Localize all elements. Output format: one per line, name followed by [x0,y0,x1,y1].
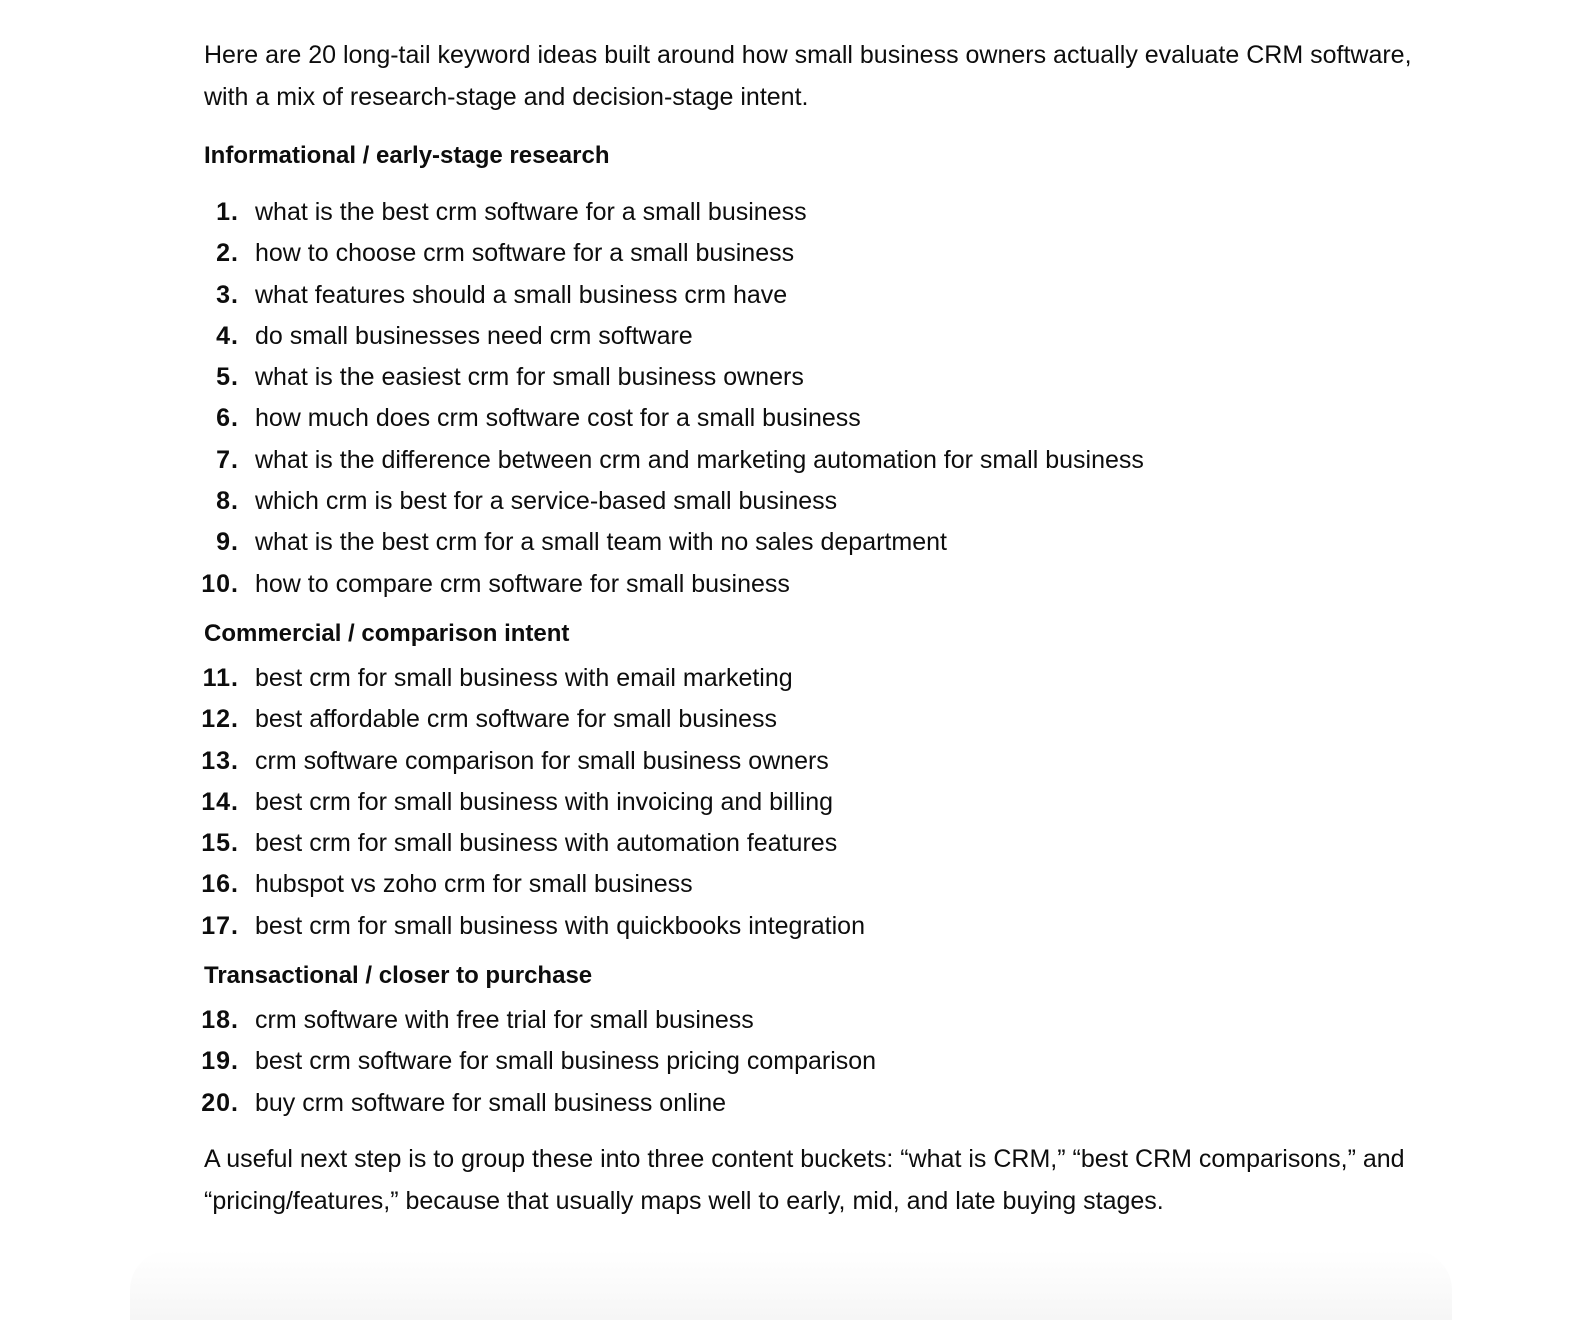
list-item [204,658,1424,699]
list-item [204,398,1424,439]
list-item [201,1083,1424,1124]
list-item [204,481,1424,522]
list-item [204,522,1424,563]
list-item-text: how to compare crm software for small business [255,569,790,598]
list-item [201,864,1424,905]
list-number: 4. [216,321,239,350]
list-item [204,440,1424,481]
list-item [201,906,1424,947]
list-item-text: what features should a small business crm have [255,280,788,309]
list-item [201,823,1424,864]
list-item [201,1000,1424,1041]
list-item-text: best crm for small business with email marketing [255,663,793,692]
keyword-list-informational [201,192,1424,605]
section-heading-commercial: Commercial / comparison intent [204,619,570,647]
list-number: 11. [202,663,239,692]
list-item-text: best crm for small business with automation features [255,829,838,858]
list-item-text: hubspot vs zoho crm for small business [255,870,693,899]
list-item [204,357,1424,398]
list-item-text: crm software with free trial for small business [255,1006,754,1035]
composer-fade [130,1250,1452,1320]
list-number: 16. [201,870,239,899]
list-item [204,192,1424,233]
list-item-text: how to choose crm software for a small business [255,239,795,268]
list-number: 1. [216,198,239,226]
list-number: 3. [216,280,239,309]
list-number: 6. [216,404,239,433]
list-number: 14. [201,787,239,816]
list-item-text: best crm for small business with quickbooks integration [255,911,865,940]
list-item [204,275,1424,316]
list-item-text: best crm software for small business pricing comparison [255,1047,877,1076]
list-item-text: which crm is best for a service-based small business [255,487,838,516]
list-item-text: what is the difference between crm and marketing automation for small business [255,445,1144,474]
list-number: 17. [201,911,239,940]
list-item [201,699,1424,740]
list-item [201,564,1424,605]
list-item [204,233,1424,274]
keyword-list-transactional [201,1000,1424,1124]
list-number: 19. [201,1047,239,1076]
list-number: 12. [201,705,239,734]
list-item [201,1041,1424,1082]
intro-paragraph: Here are 20 long-tail keyword ideas built around how small business owners actually evaluate CRM software, with a mix of research-stage and decision-stage intent. [204,41,1412,111]
section-heading-informational: Informational / early-stage research [204,142,610,169]
list-number: 2. [216,239,239,268]
list-item [204,316,1424,357]
list-number: 10. [201,569,239,598]
list-item-text: best affordable crm software for small business [255,705,777,734]
list-item-text: what is the best crm for a small team with no sales department [255,528,947,557]
list-item [201,741,1424,782]
assistant-message [201,34,1424,1222]
list-number: 20. [201,1088,239,1117]
list-item-text: do small businesses need crm software [255,321,693,350]
closing-paragraph: A useful next step is to group these into three content buckets: “what is CRM,” “best CRM comparisons,” and “pricing/features,” because that usually maps well to early, mid, and late buying stages. [204,1144,1405,1215]
list-number: 13. [201,746,239,775]
list-item-text: buy crm software for small business online [255,1088,727,1117]
keyword-list-commercial [201,658,1424,947]
list-item-text: what is the best crm software for a small business [255,198,807,226]
list-item-text: what is the easiest crm for small business owners [255,363,804,392]
list-number: 9. [216,528,239,557]
list-number: 18. [201,1006,239,1035]
list-number: 7. [216,445,239,474]
list-item-text: crm software comparison for small business owners [255,746,829,775]
list-item-text: best crm for small business with invoicing and billing [255,787,834,816]
list-item-text: how much does crm software cost for a small business [255,404,861,433]
list-number: 8. [216,487,239,516]
section-heading-transactional: Transactional / closer to purchase [204,962,593,990]
list-item [201,782,1424,823]
list-number: 5. [216,363,239,392]
list-number: 15. [201,829,239,858]
